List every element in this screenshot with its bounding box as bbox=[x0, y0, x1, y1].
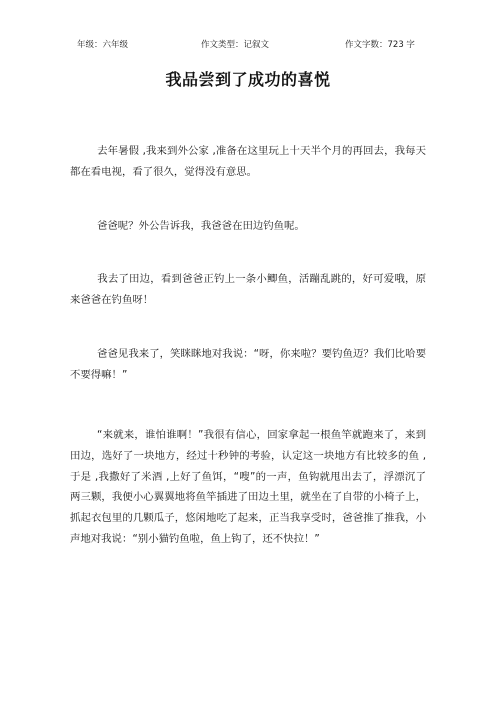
paragraph-2-text: 爸爸呢？外公告诉我，我爸爸在田边钓鱼呢。 bbox=[97, 220, 305, 232]
word-count-label: 作文字数：723 字 bbox=[345, 40, 415, 50]
paragraph-3 bbox=[70, 269, 426, 311]
document-header bbox=[0, 38, 496, 52]
paragraph-2 bbox=[70, 216, 426, 237]
paragraph-4 bbox=[70, 344, 426, 386]
paragraph-5 bbox=[70, 425, 426, 550]
essay-title: 我品尝到了成功的喜悦 bbox=[165, 70, 331, 89]
paragraph-1-text: 去年暑假 ,我来到外公家 ,准备在这里玩上十天半个月的再回去，我每天都在看电视，看了很久，觉得没有意思。 bbox=[70, 145, 426, 178]
paragraph-3-text: 我去了田边，看到爸爸正钓上一条小鲫鱼，活蹦乱跳的，好可爱哦，原来爸爸在钓鱼呀！ bbox=[70, 273, 426, 306]
essay-type-label: 作文类型：记叙文 bbox=[201, 40, 270, 50]
paragraph-5-text: “来就来，谁怕谁啊！”我很有信心，回家拿起一根鱼竿就跑来了，来到田边，选好了一块地方，经过十秒钟的考验，认定这一块地方有比较多的鱼 ,于是 ,我撒好了米酒 ,上好了鱼饵，“嗖”的一声，鱼钩就甩出去了，浮漂沉了两三颗，我便小心翼翼地将鱼竿插进了田边土里，就坐在了自带的小椅子上，抓起衣包里的几颗瓜子，悠闲地吃了起来，正当我享受时，爸爸推了推我，小声地对我说：“别小猫钓鱼啦，鱼上钩了，还不快拉！” bbox=[70, 429, 426, 545]
paragraph-1 bbox=[70, 141, 426, 183]
paragraph-4-text: 爸爸见我来了，笑眯眯地对我说：“呀，你来啦？要钓鱼迈？我们比哈要不要得嘛！” bbox=[70, 348, 426, 381]
grade-label: 年级：六年级 bbox=[77, 40, 129, 50]
